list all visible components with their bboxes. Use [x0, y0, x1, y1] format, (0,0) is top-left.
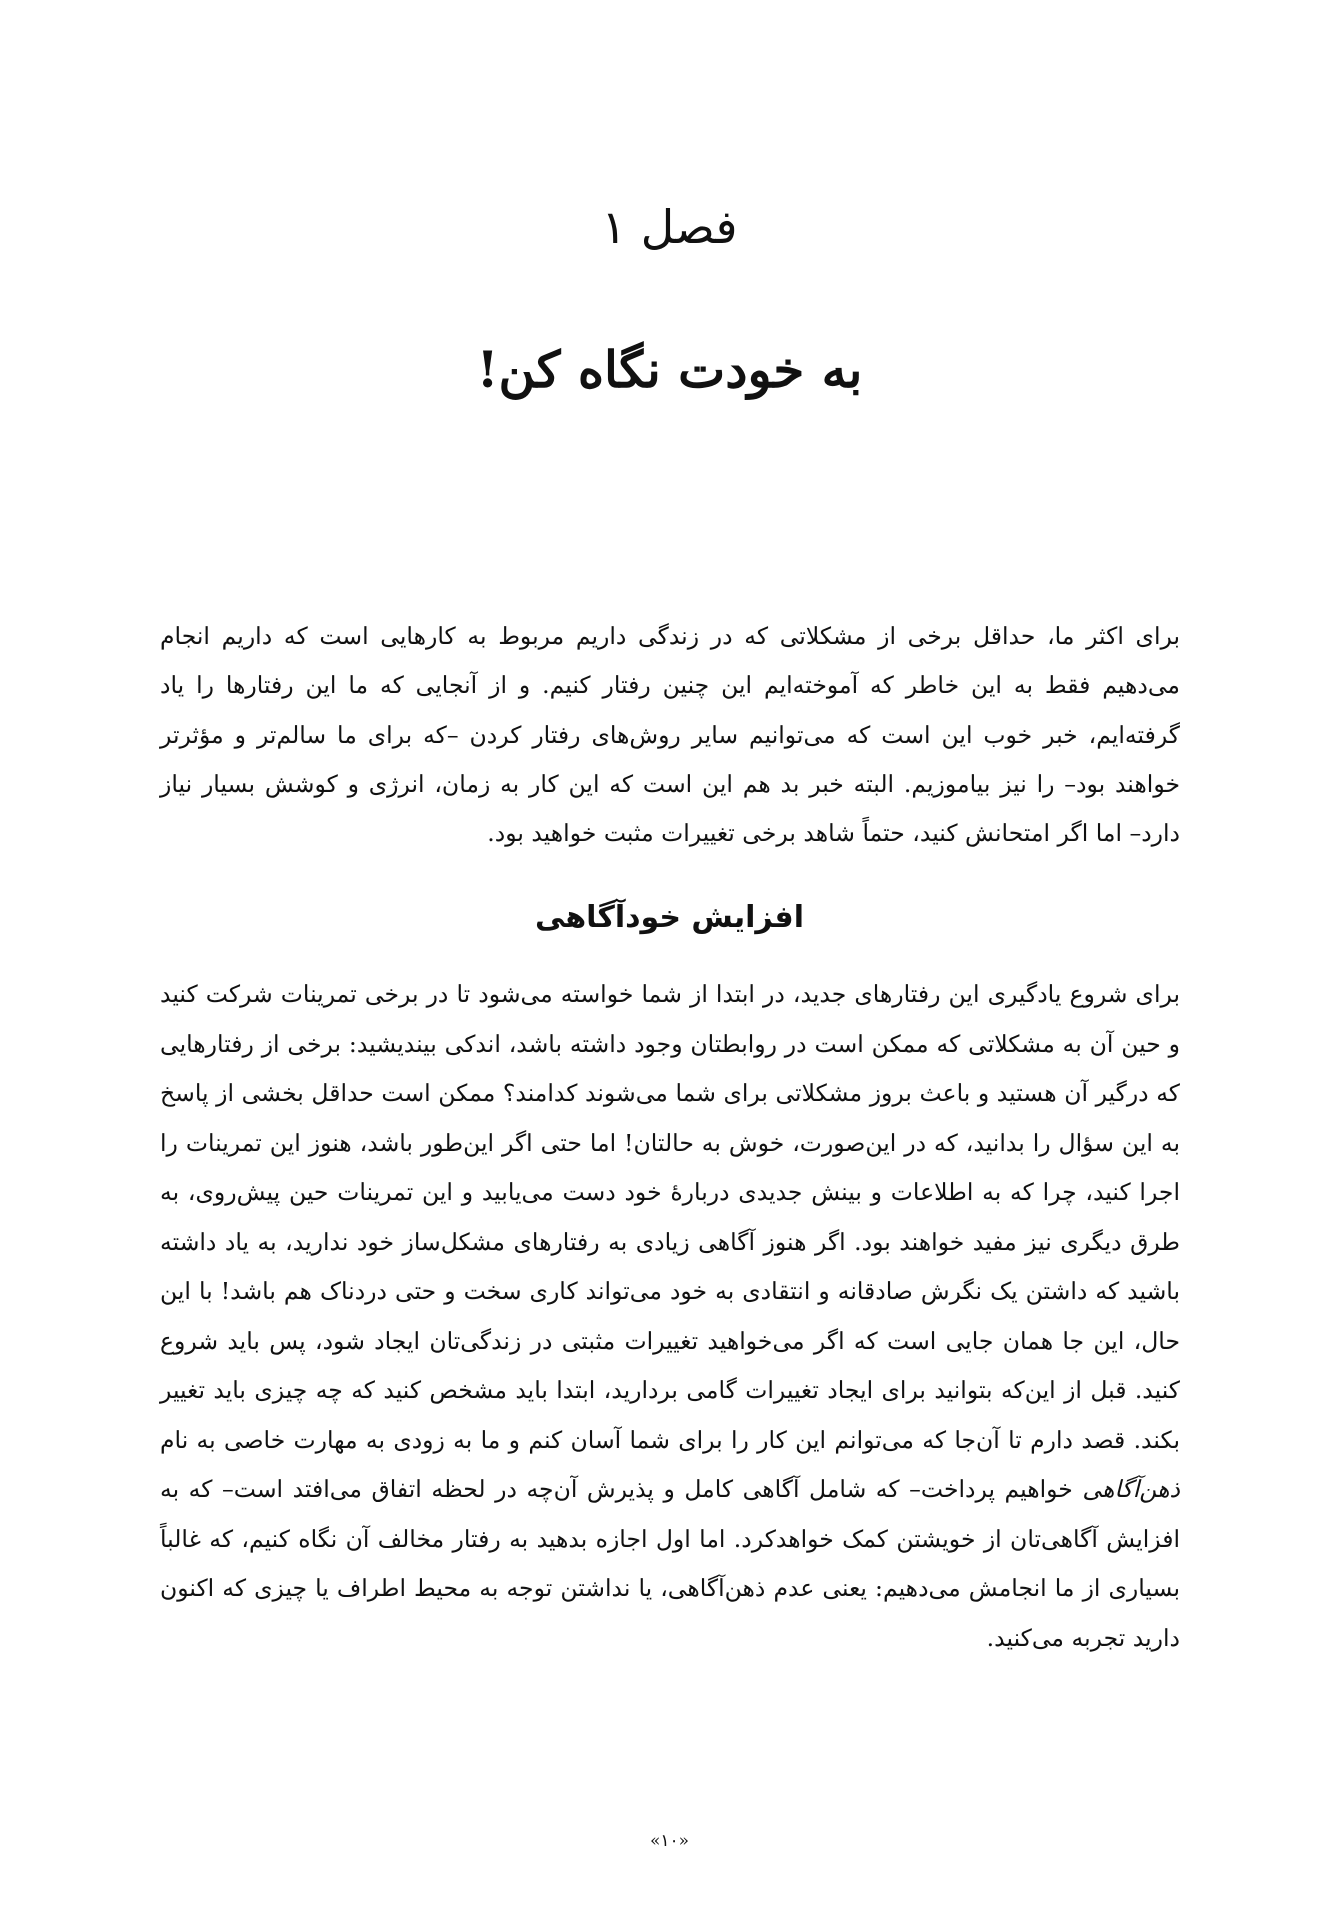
section-heading: افزایش خودآگاهی	[535, 900, 804, 935]
section-paragraph-text-before-term: برای شروع یادگیری این رفتارهای جدید، در ابتدا از شما خواسته می‌شود تا در برخی تمرینات شرکت کنید و حین آن به مشکلاتی که ممکن است در روابطتان وجود داشته باشد، اندکی بیندیشید: برخی از رفتارهایی که درگیر آن هستید و باعث بروز مشکلاتی برای شما می‌شوند کدامند؟ ممکن است حداقل بخشی از پاسخ به این سؤال را بدانید، که در این‌صورت، خوش به حالتان! اما حتی اگر این‌طور باشد، هنوز این تمرینات را اجرا کنید، چرا که به اطلاعات و بینش جدیدی دربارهٔ خود دست می‌یابید و این تمرینات حین پیش‌روی، به طرق دیگری نیز مفید خواهند بود. اگر هنوز آگاهی زیادی به رفتارهای مشکل‌ساز خود ندارید، به یاد داشته باشید که داشتن یک نگرش صادقانه و انتقادی به خود می‌تواند کاری سخت و حتی دردناک هم باشد! با این حال، این جا همان جایی است که اگر می‌خواهید تغییرات مثبتی در زندگی‌تان ایجاد شود، پس باید شروع کنید. قبل از این‌که بتوانید برای ایجاد تغییرات گامی بردارید، ابتدا باید مشخص کنید که چه چیزی باید تغییر بکند. قصد دارم تا آن‌جا که می‌توانم این کار را برای شما آسان کنم و ما به زودی به مهارت خاصی به نام	[160, 980, 1180, 1454]
intro-paragraph: برای اکثر ما، حداقل برخی از مشکلاتی که در زندگی داریم مربوط به کارهایی است که داریم انجام می‌دهیم فقط به این خاطر که آموخته‌ایم این چنین رفتار کنیم. و از آنجایی که ما این رفتارها را یاد گرفته‌ایم، خبر خوب این است که می‌توانیم سایر روش‌های رفتار کردن –که برای ما سالم‌تر و مؤثرتر خواهند بود– را نیز بیاموزیم. البته خبر بد هم این است که این کار به زمان، انرژی و کوشش بسیار نیاز دارد– اما اگر امتحانش کنید، حتماً شاهد برخی تغییرات مثبت خواهید بود.	[160, 622, 1180, 848]
chapter-title: به خودت نگاه کن!	[476, 340, 863, 399]
italic-term: ذهن‌آگاهی	[1082, 1475, 1180, 1503]
section-paragraph	[160, 970, 1180, 1663]
page-number: «۱۰»	[649, 1831, 690, 1851]
section-paragraph-text-after-term: خواهیم پرداخت– که شامل آگاهی کامل و پذیرش آن‌چه در لحظه اتفاق می‌افتد است– که به افزایش آگاهی‌تان از خویشتن کمک خواهدکرد. اما اول اجازه بدهید به رفتار مخالف آن نگاه کنیم، که غالباً بسیاری از ما انجامش می‌دهیم: یعنی عدم ذهن‌آگاهی، یا نداشتن توجه به محیط اطراف یا چیزی که اکنون دارید تجربه می‌کنید.	[160, 1475, 1180, 1652]
chapter-label: فصل ۱	[601, 200, 738, 254]
